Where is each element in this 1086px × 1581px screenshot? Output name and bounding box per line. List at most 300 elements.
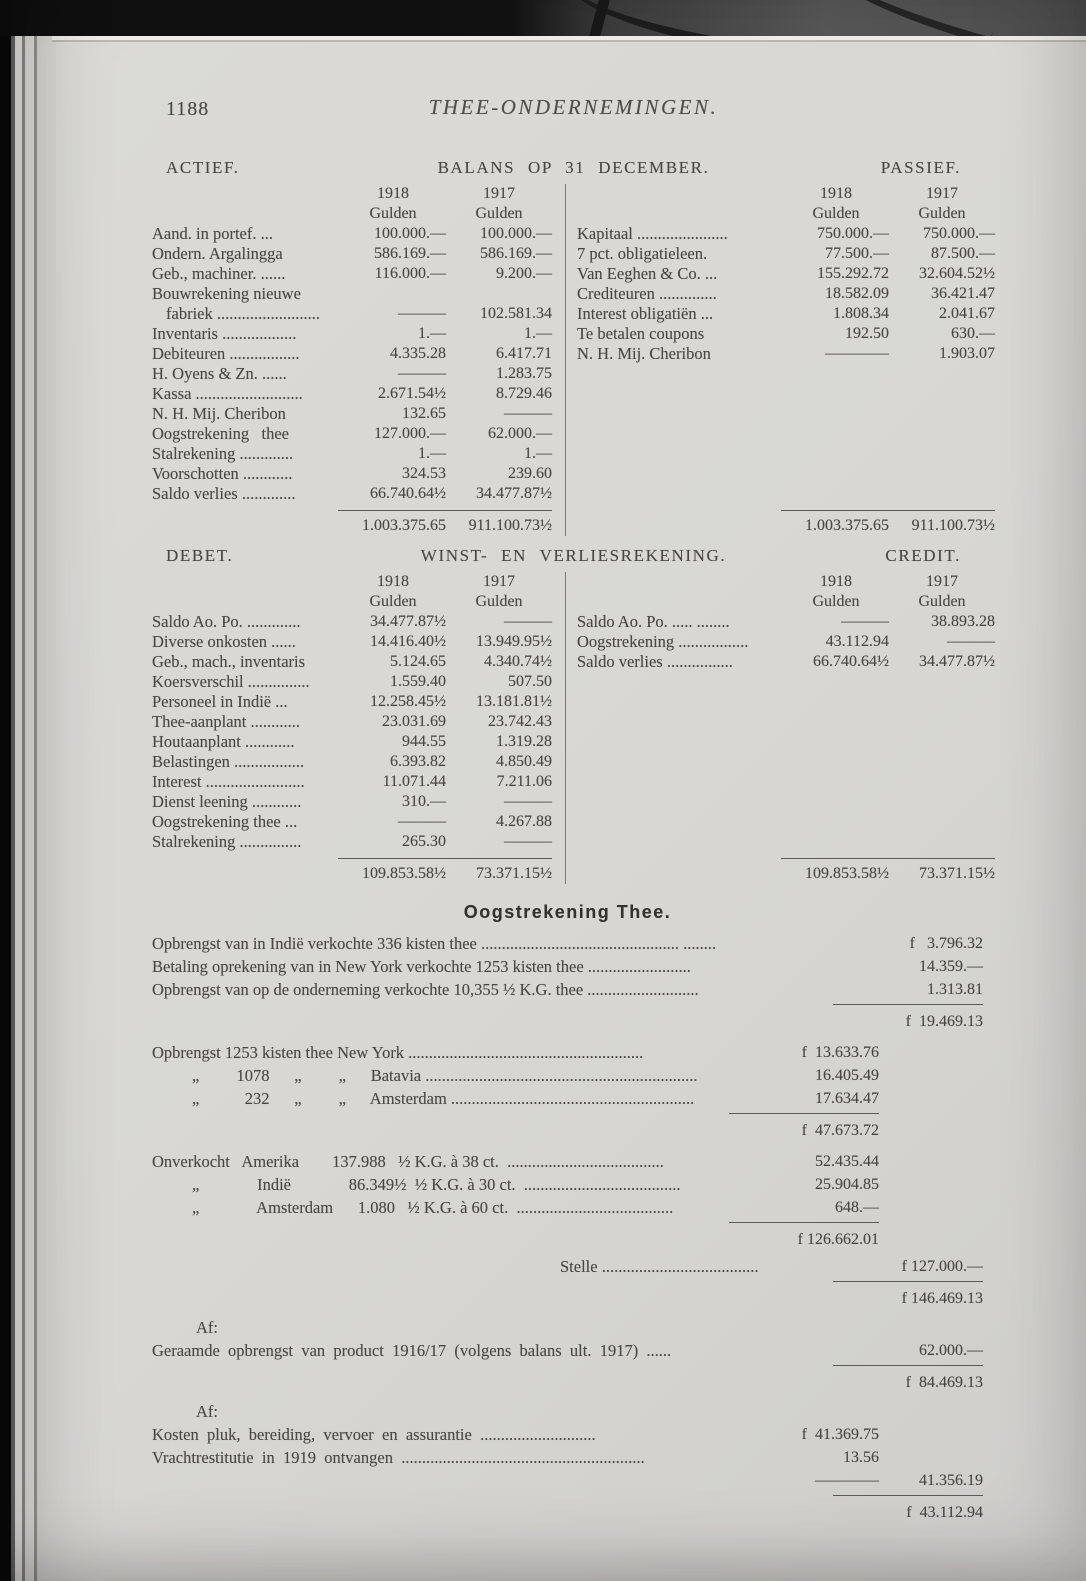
value-1918: ——— bbox=[398, 305, 446, 322]
table-row bbox=[152, 652, 552, 672]
amount-inner: 13.56 bbox=[843, 1449, 879, 1466]
currency-header-row bbox=[577, 592, 995, 612]
table-row bbox=[152, 692, 552, 712]
spacer bbox=[577, 572, 783, 592]
line-label: „ 232 „ „ Amsterdam ........................................................... bbox=[192, 1089, 695, 1108]
total-row bbox=[577, 864, 995, 884]
value-1917: 1.— bbox=[524, 325, 552, 342]
value-1917: 36.421.47 bbox=[931, 285, 995, 302]
value-1918: 127.000.— bbox=[374, 425, 446, 442]
amount-inner: f 126.662.01 bbox=[797, 1231, 879, 1248]
year-1918: 1918 bbox=[377, 573, 409, 590]
value-1918: ——— bbox=[841, 613, 889, 630]
amount-outer bbox=[879, 1173, 983, 1196]
page-number: 1188 bbox=[166, 98, 210, 120]
amount-outer: 62.000.— bbox=[919, 1342, 983, 1359]
harvest-title: Oogstrekening Thee. bbox=[463, 902, 672, 922]
harvest-line bbox=[152, 955, 983, 978]
line-label bbox=[152, 1228, 771, 1251]
table-row bbox=[152, 304, 552, 324]
amount-outer bbox=[879, 1150, 983, 1173]
value-1918: 132.65 bbox=[402, 405, 446, 422]
debet-column bbox=[152, 572, 562, 884]
row-label: N. H. Mij. Cheribon bbox=[152, 404, 286, 423]
line-label: Geraamde opbrengst van product 1916/17 (volgens balans ult. 1917) ...... bbox=[152, 1341, 672, 1360]
row-label: Van Eeghen & Co. ... bbox=[577, 264, 718, 283]
row-label: Inventaris .................. bbox=[152, 324, 297, 343]
row-label: Stalrekening ............... bbox=[152, 832, 302, 851]
spacer bbox=[152, 1142, 983, 1150]
harvest-line bbox=[152, 1446, 983, 1469]
value-1918: 192.50 bbox=[845, 325, 889, 342]
total-row bbox=[152, 864, 552, 884]
value-1917: 7.211.06 bbox=[496, 773, 552, 790]
currency-label: Gulden bbox=[918, 593, 966, 610]
value-1917: 13.181.81½ bbox=[476, 693, 552, 710]
amount-outer: 14.359.— bbox=[919, 958, 983, 975]
row-label: Oogstrekening thee ... bbox=[152, 812, 298, 831]
table-row bbox=[577, 324, 995, 344]
value-1917: 507.50 bbox=[508, 673, 552, 690]
table-row bbox=[577, 652, 995, 672]
row-label: Crediteuren .............. bbox=[577, 284, 717, 303]
profit-loss-table bbox=[152, 572, 995, 884]
total-block bbox=[152, 858, 552, 884]
currency-label: Gulden bbox=[918, 205, 966, 222]
value-1918: 324.53 bbox=[402, 465, 446, 482]
table-row bbox=[152, 444, 552, 464]
line-label bbox=[152, 1287, 879, 1310]
amount-inner: 17.634.47 bbox=[815, 1090, 879, 1107]
credit-column bbox=[569, 572, 995, 884]
amount-inner: ———— bbox=[815, 1472, 879, 1489]
row-label: Saldo verlies ................ bbox=[577, 652, 733, 671]
total-label bbox=[152, 516, 340, 536]
row-label: N. H. Mij. Cheribon bbox=[577, 344, 711, 363]
total-block bbox=[577, 510, 995, 536]
total-1918: 109.853.58½ bbox=[362, 865, 446, 882]
total-rule bbox=[781, 510, 995, 511]
value-1918: 586.169.— bbox=[374, 245, 446, 262]
value-1917: 13.949.95½ bbox=[476, 633, 552, 650]
year-1918: 1918 bbox=[377, 185, 409, 202]
amount-inner: f 41.369.75 bbox=[801, 1426, 879, 1443]
amount-outer bbox=[879, 1087, 983, 1110]
table-row bbox=[152, 284, 552, 304]
value-1917: 750.000.— bbox=[923, 225, 995, 242]
amount-outer: f 146.469.13 bbox=[901, 1290, 983, 1307]
table-row bbox=[577, 244, 995, 264]
total-1918: 1.003.375.65 bbox=[362, 517, 446, 534]
row-label: Aand. in portef. ... bbox=[152, 224, 273, 243]
amount-outer bbox=[879, 1400, 983, 1423]
value-1917 bbox=[446, 284, 552, 304]
row-label: Belastingen ................. bbox=[152, 752, 305, 771]
amount-inner: f 13.633.76 bbox=[801, 1044, 879, 1061]
row-label: Oogstrekening ................. bbox=[577, 632, 749, 651]
table-row bbox=[577, 344, 995, 364]
table-row bbox=[152, 832, 552, 852]
line-label: „ Amsterdam 1.080 ½ K.G. à 60 ct. ...................................... bbox=[192, 1198, 674, 1217]
value-1918: 155.292.72 bbox=[817, 265, 889, 282]
total-1917: 73.371.15½ bbox=[919, 865, 995, 882]
value-1918: 4.335.28 bbox=[390, 345, 446, 362]
balance-title: BALANS OP 31 DECEMBER. bbox=[437, 158, 710, 177]
value-1918: 43.112.94 bbox=[825, 633, 889, 650]
harvest-line bbox=[152, 1371, 983, 1394]
total-rule bbox=[338, 510, 552, 511]
sum-rule bbox=[833, 1281, 983, 1282]
harvest-line bbox=[152, 1339, 983, 1362]
amount-outer: f 127.000.— bbox=[901, 1258, 983, 1275]
table-row bbox=[152, 384, 552, 404]
value-1917: 1.— bbox=[524, 445, 552, 462]
spacer bbox=[152, 204, 340, 224]
harvest-line bbox=[152, 932, 983, 955]
amount-outer: f 3.796.32 bbox=[909, 935, 983, 952]
value-1918: 12.258.45½ bbox=[370, 693, 446, 710]
harvest-line bbox=[152, 1064, 983, 1087]
column-divider bbox=[565, 572, 566, 884]
total-row bbox=[577, 516, 995, 536]
table-row bbox=[577, 224, 995, 244]
line-label: Kosten pluk, bereiding, vervoer en assurantie ............................ bbox=[152, 1425, 596, 1444]
value-1918: ——— bbox=[398, 813, 446, 830]
passief-heading: PASSIEF. bbox=[880, 158, 961, 177]
table-row bbox=[152, 344, 552, 364]
harvest-line bbox=[152, 1041, 983, 1064]
harvest-line bbox=[152, 1501, 983, 1524]
line-label: Stelle ...................................... bbox=[560, 1257, 759, 1276]
harvest-line bbox=[152, 1173, 983, 1196]
table-row bbox=[152, 364, 552, 384]
amount-outer: f 43.112.94 bbox=[906, 1504, 983, 1521]
value-1918: 6.393.82 bbox=[390, 753, 446, 770]
harvest-line bbox=[152, 1255, 983, 1278]
table-row bbox=[152, 812, 552, 832]
row-label: Diverse onkosten ...... bbox=[152, 632, 296, 651]
value-1917: 586.169.— bbox=[480, 245, 552, 262]
line-label bbox=[152, 1501, 879, 1524]
row-label: Saldo Ao. Po. ............. bbox=[152, 612, 301, 631]
amount-outer bbox=[879, 1316, 983, 1339]
actief-column bbox=[152, 184, 562, 536]
value-1917: 4.267.88 bbox=[496, 813, 552, 830]
line-label: „ Indië 86.349½ ½ K.G. à 30 ct. ...................................... bbox=[192, 1175, 681, 1194]
value-1917: 1.903.07 bbox=[939, 345, 995, 362]
amount-outer bbox=[879, 1196, 983, 1219]
amount-outer: 41.356.19 bbox=[919, 1472, 983, 1489]
value-1918: 1.— bbox=[418, 445, 446, 462]
value-1917: 23.742.43 bbox=[488, 713, 552, 730]
value-1917: 8.729.46 bbox=[496, 385, 552, 402]
amount-inner: 16.405.49 bbox=[815, 1067, 879, 1084]
row-label: fabriek ......................... bbox=[166, 304, 320, 323]
spacer bbox=[152, 184, 340, 204]
total-1918: 109.853.58½ bbox=[805, 865, 889, 882]
page-edge-shadow bbox=[52, 40, 1086, 42]
harvest-line bbox=[152, 1316, 983, 1339]
total-label bbox=[577, 864, 783, 884]
row-label: Interest ........................ bbox=[152, 772, 305, 791]
table-row bbox=[152, 612, 552, 632]
table-row bbox=[152, 404, 552, 424]
value-1917: 9.200.— bbox=[496, 265, 552, 282]
harvest-line bbox=[152, 1400, 983, 1423]
year-1917: 1917 bbox=[483, 185, 515, 202]
row-label: Saldo Ao. Po. ..... ........ bbox=[577, 612, 730, 631]
value-1918: 11.071.44 bbox=[382, 773, 446, 790]
value-1918: ———— bbox=[825, 345, 889, 362]
total-block bbox=[152, 510, 552, 536]
value-1917: 38.893.28 bbox=[931, 613, 995, 630]
year-header-row bbox=[577, 184, 995, 204]
table-row bbox=[152, 424, 552, 444]
amount-outer bbox=[879, 1119, 983, 1142]
table-row bbox=[152, 772, 552, 792]
spacer bbox=[577, 184, 783, 204]
year-1918: 1918 bbox=[820, 573, 852, 590]
total-row bbox=[152, 516, 552, 536]
table-row bbox=[152, 264, 552, 284]
amount-inner: 52.435.44 bbox=[815, 1153, 879, 1170]
harvest-line bbox=[152, 1423, 983, 1446]
balance-table bbox=[152, 184, 995, 536]
harvest-line bbox=[152, 1469, 983, 1492]
value-1918: 23.031.69 bbox=[382, 713, 446, 730]
line-label: Af: bbox=[196, 1318, 218, 1337]
table-row bbox=[152, 672, 552, 692]
harvest-statement bbox=[152, 902, 995, 1524]
row-label: Geb., machiner. ...... bbox=[152, 264, 286, 283]
sum-rule bbox=[729, 1222, 879, 1223]
line-label: Vrachtrestitutie in 1919 ontvangen ........................................................... bbox=[152, 1448, 645, 1467]
value-1918: 1.559.40 bbox=[390, 673, 446, 690]
value-1917: ——— bbox=[504, 833, 552, 850]
row-label: Te betalen coupons bbox=[577, 324, 705, 343]
year-header-row bbox=[152, 184, 552, 204]
row-label: Koersverschil ............... bbox=[152, 672, 310, 691]
amount-outer bbox=[879, 1446, 983, 1469]
amount-outer bbox=[879, 1423, 983, 1446]
credit-heading: CREDIT. bbox=[885, 546, 961, 565]
table-row bbox=[152, 484, 552, 504]
harvest-line bbox=[152, 978, 983, 1001]
book-binding-edge bbox=[0, 0, 56, 1581]
value-1917: 239.60 bbox=[508, 465, 552, 482]
table-row bbox=[152, 732, 552, 752]
line-label: Opbrengst van op de onderneming verkochte 10,355 ½ K.G. thee ........................... bbox=[152, 980, 699, 999]
total-block bbox=[577, 858, 995, 884]
value-1917: 4.340.74½ bbox=[484, 653, 552, 670]
value-1918: ——— bbox=[398, 365, 446, 382]
year-1917: 1917 bbox=[926, 573, 958, 590]
value-1917: 4.850.49 bbox=[496, 753, 552, 770]
table-row bbox=[577, 632, 995, 652]
book-title: THEE-ONDERNEMINGEN. bbox=[428, 95, 719, 119]
total-label bbox=[577, 516, 783, 536]
spacer bbox=[577, 592, 783, 612]
row-label: 7 pct. obligatieleen. bbox=[577, 244, 708, 263]
year-header-row bbox=[577, 572, 995, 592]
table-row bbox=[577, 612, 995, 632]
table-row bbox=[152, 792, 552, 812]
spacer bbox=[152, 572, 340, 592]
amount-outer bbox=[879, 1228, 983, 1251]
value-1918: 18.582.09 bbox=[825, 285, 889, 302]
amount-outer: f 84.469.13 bbox=[905, 1374, 983, 1391]
row-label: Oogstrekening thee bbox=[152, 424, 290, 443]
value-1918: 310.— bbox=[402, 793, 446, 810]
year-1917: 1917 bbox=[483, 573, 515, 590]
line-label: Opbrengst van in Indië verkochte 336 kisten thee ................................................ ........ bbox=[152, 934, 717, 953]
harvest-line bbox=[152, 1087, 983, 1110]
value-1917: 102.581.34 bbox=[480, 305, 552, 322]
row-label: Stalrekening ............. bbox=[152, 444, 294, 463]
amount-outer: f 19.469.13 bbox=[905, 1013, 983, 1030]
value-1917: 2.041.67 bbox=[939, 305, 995, 322]
row-label: Saldo verlies ............. bbox=[152, 484, 296, 503]
line-label bbox=[152, 1469, 771, 1492]
harvest-line bbox=[152, 1228, 983, 1251]
value-1918: 100.000.— bbox=[374, 225, 446, 242]
amount-inner: f 47.673.72 bbox=[801, 1122, 879, 1139]
line-label: Af: bbox=[196, 1402, 218, 1421]
year-header-row bbox=[152, 572, 552, 592]
line-label: Betaling oprekening van in New York verkochte 1253 kisten thee ......................... bbox=[152, 957, 691, 976]
currency-header-row bbox=[577, 204, 995, 224]
value-1918: 2.671.54½ bbox=[378, 385, 446, 402]
value-1917: 34.477.87½ bbox=[476, 485, 552, 502]
harvest-line bbox=[152, 1196, 983, 1219]
year-1918: 1918 bbox=[820, 185, 852, 202]
spacer bbox=[577, 204, 783, 224]
table-row bbox=[577, 284, 995, 304]
amount-outer bbox=[879, 1064, 983, 1087]
value-1918 bbox=[340, 284, 446, 304]
value-1918: 1.808.34 bbox=[833, 305, 889, 322]
value-1918: 265.30 bbox=[402, 833, 446, 850]
row-label: Houtaanplant ............ bbox=[152, 732, 295, 751]
sum-rule bbox=[729, 1113, 879, 1114]
amount-inner: 25.904.85 bbox=[815, 1176, 879, 1193]
value-1917: 32.604.52½ bbox=[919, 265, 995, 282]
currency-header-row bbox=[152, 204, 552, 224]
line-label bbox=[152, 1010, 879, 1033]
row-label: Interest obligatiën ... bbox=[577, 304, 714, 323]
table-row bbox=[152, 464, 552, 484]
harvest-line bbox=[152, 1010, 983, 1033]
passief-column bbox=[569, 184, 995, 536]
value-1917: ——— bbox=[504, 405, 552, 422]
table-row bbox=[152, 632, 552, 652]
total-rule bbox=[338, 858, 552, 859]
sum-rule bbox=[833, 1365, 983, 1366]
profit-loss-title: WINST- EN VERLIESREKENING. bbox=[420, 546, 727, 565]
row-label: Debiteuren ................. bbox=[152, 344, 300, 363]
value-1918: 5.124.65 bbox=[390, 653, 446, 670]
value-1918: 77.500.— bbox=[825, 245, 889, 262]
value-1918: 1.— bbox=[418, 325, 446, 342]
amount-inner: 648.— bbox=[835, 1199, 879, 1216]
row-label: Dienst leening ............ bbox=[152, 792, 302, 811]
value-1917: 34.477.87½ bbox=[919, 653, 995, 670]
value-1918: 34.477.87½ bbox=[370, 613, 446, 630]
column-divider bbox=[565, 184, 566, 536]
currency-label: Gulden bbox=[369, 593, 417, 610]
row-label: Ondern. Argalingga bbox=[152, 244, 283, 263]
currency-label: Gulden bbox=[812, 205, 860, 222]
table-row bbox=[152, 244, 552, 264]
value-1917: 1.283.75 bbox=[496, 365, 552, 382]
currency-label: Gulden bbox=[812, 593, 860, 610]
total-1917: 73.371.15½ bbox=[476, 865, 552, 882]
row-label: Thee-aanplant ............ bbox=[152, 712, 300, 731]
harvest-line bbox=[152, 1119, 983, 1142]
total-1917: 911.100.73½ bbox=[911, 517, 995, 534]
value-1918: 66.740.64½ bbox=[370, 485, 446, 502]
row-label: Bouwrekening nieuwe bbox=[152, 284, 301, 303]
row-label: Geb., mach., inventaris bbox=[152, 652, 306, 671]
table-row bbox=[152, 712, 552, 732]
value-1918: 750.000.— bbox=[817, 225, 889, 242]
amount-outer: 1.313.81 bbox=[927, 981, 983, 998]
line-label: Opbrengst 1253 kisten thee New York ......................................................... bbox=[152, 1043, 644, 1062]
total-label bbox=[152, 864, 340, 884]
harvest-line bbox=[152, 1287, 983, 1310]
row-label: Voorschotten ............ bbox=[152, 464, 293, 483]
value-1918: 944.55 bbox=[402, 733, 446, 750]
debet-heading: DEBET. bbox=[166, 546, 234, 565]
value-1917: 630.— bbox=[951, 325, 995, 342]
harvest-lines bbox=[152, 932, 983, 1524]
line-label: Onverkocht Amerika 137.988 ½ K.G. à 38 ct. ...................................... bbox=[152, 1152, 664, 1171]
value-1917: ——— bbox=[504, 793, 552, 810]
value-1918: 66.740.64½ bbox=[813, 653, 889, 670]
sum-rule bbox=[833, 1004, 983, 1005]
currency-label: Gulden bbox=[475, 205, 523, 222]
sum-rule bbox=[833, 1495, 983, 1496]
table-row bbox=[152, 224, 552, 244]
line-label bbox=[152, 1119, 771, 1142]
table-row bbox=[577, 304, 995, 324]
row-label: Kassa .......................... bbox=[152, 384, 303, 403]
total-rule bbox=[781, 858, 995, 859]
line-label bbox=[152, 1371, 879, 1394]
currency-label: Gulden bbox=[475, 593, 523, 610]
value-1918: 116.000.— bbox=[374, 265, 446, 282]
value-1917: 62.000.— bbox=[488, 425, 552, 442]
page-top-shadow bbox=[0, 0, 1086, 36]
actief-heading: ACTIEF. bbox=[166, 158, 240, 177]
currency-label: Gulden bbox=[369, 205, 417, 222]
value-1918: 14.416.40½ bbox=[370, 633, 446, 650]
value-1917: ——— bbox=[504, 613, 552, 630]
row-label: Personeel in Indië ... bbox=[152, 692, 288, 711]
total-1918: 1.003.375.65 bbox=[805, 517, 889, 534]
harvest-line bbox=[152, 1150, 983, 1173]
table-row bbox=[152, 752, 552, 772]
table-row bbox=[152, 324, 552, 344]
value-1917: 6.417.71 bbox=[496, 345, 552, 362]
row-label: H. Oyens & Zn. ...... bbox=[152, 364, 287, 383]
value-1917: 100.000.— bbox=[480, 225, 552, 242]
row-label: Kapitaal ...................... bbox=[577, 224, 728, 243]
year-1917: 1917 bbox=[926, 185, 958, 202]
value-1917: 87.500.— bbox=[931, 245, 995, 262]
value-1917: ——— bbox=[947, 633, 995, 650]
table-row bbox=[577, 264, 995, 284]
